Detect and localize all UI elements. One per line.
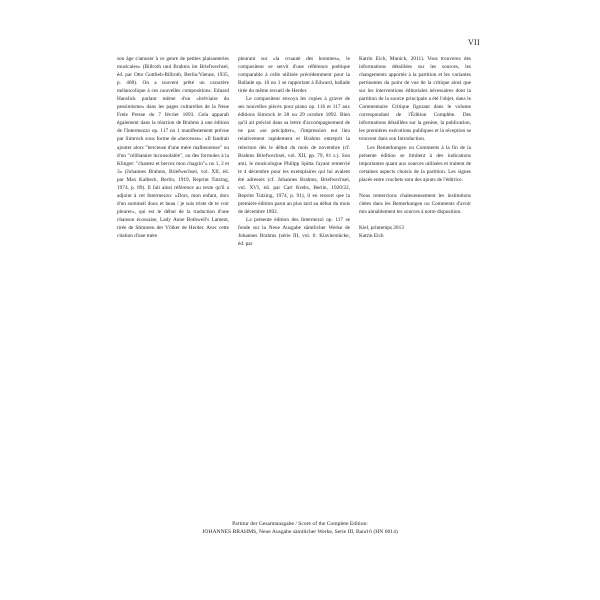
footer: [0, 520, 600, 536]
text-column-1: [117, 55, 229, 240]
footer-line-1: Partitur der Gesamtausgabe / Score of the Complete Edition:: [232, 521, 368, 527]
paragraph: Les Bemerkungen ou Comments à la fin de la présente édition se limitent à des indications importantes quant aux sources utilisées et traitent de certaines aspects choisis de la partition. Les signes placés entre crochets sont des ajouts de l'éditrice.: [359, 144, 471, 183]
paragraph: Katrin Eich, Munich, 2011). Vous trouverez des informations détaillées sur les sources, les changements apportés à la partition et les variantes pertinentes du point de vue de la critique ainsi que sur les interventions éditoriales nécessaires dont la partition de la source principale a été l'objet, dans le Commentaire Critique figurant dans le volume correspondant de l'Édition Complète. Des informations détaillées sur la genèse, la publication, les premières exécutions publiques et la réception se trouvent dans son Introduction.: [359, 56, 471, 143]
footer-line-2: JOHANNES BRAHMS, Neue Ausgabe sämtlicher Werke, Serie III, Band 6 (HN 6014): [202, 529, 398, 535]
text-column-3: [359, 55, 471, 240]
text-column-2: [238, 55, 350, 248]
paragraph: Nous remercions chaleureusement les institutions citées dans les Bemerkungen ou Comments d'avoir mis aimablement les sources à notre disposition.: [359, 192, 471, 215]
paragraph: Le compositeur envoya les copies à graver de ses nouvelles pièces pour piano op. 116 et 117 aux éditions Simrock le 28 ou 29 octobre 1892. Bien qu'il ait précisé dans sa lettre d'accompagnement de ne pas «se précipiter», l'impression eut lieu relativement rapidement et Brahms entreprit la relecture dès le début du mois de novembre (cf. Brahms Briefwechsel, vol. XII, pp. 79, 81 s.). Son ami, le musicologue Philipp Spitta l'ayant remercié le 4 décembre pour les exemplaires qui lui avaient été adressés (cf. Johannes Brahms, Briefwechsel, vol. XVI, éd. par Carl Krebs, Berlin, 1920/22, Reprint Tutzing, 1974, p. 91), il en ressort que la première édition parut au plus tard au début du mois de décembre 1892.: [238, 96, 350, 215]
paragraph: pleurant sur «la cruauté des hommes», le compositeur se servit d'une référence poétique comparable à celle utilisée précédemment pour la Ballade op. 10 no 1 se rapportant à Edward, ballade tirée du même recueil de Herder.: [238, 56, 350, 95]
paragraph: La présente édition des Intermezzi op. 117 se fonde sur la Neue Ausgabe sämtlicher Werke de Johannes Brahms (série III, vol. 6: Klavierstücke, éd. par: [238, 216, 350, 248]
paragraph: son âge s'amuser à ce genre de petites plaisanteries musicales» (Billroth und Brahms im Briefwechsel, éd. par Otto Gottlieb-Billroth, Berlin/Vienne, 1935, p. 468). On a souvent prêté un caractère mélancolique à ces nouvelles compositions. Eduard Hanslick parlant même d'un «bréviaire du pessimisme» dans les pages culturelles de la Neue Freie Presse du 7 février 1893. Cela apparaît également dans la réaction de Brahms à une édition de l'Intermezzo op. 117 no 1 manifestement prévue par Simrock sous forme de «berceuse»: «Il faudrait ajouter alors "berceuse d'une mère malheureuse" ou d'un "célibataire inconsolable", ou des formules à la Klinger: "chantez et bercez mon chagrin"» no 1, 2 et 3» (Johannes Brahms, Briefwechsel, vol. XII, éd. par Max Kalbeck, Berlin, 1919, Reprint Tutzing, 1974, p. 89). Il fait ainsi référence au texte qu'il a adjoint à cet Intermezzo: «Dors, mon enfant, dors d'un sommeil doux et beau / je suis triste de te voir pleurer», qui est le début de la traduction d'une chanson écossaise, Lady Anne Bothwell's Lament, tirée de Stimmen der Völker de Herder. Avec cette citation d'une mère: [117, 56, 229, 240]
signature-block: Kiel, printemps 2013 Katrin Eich: [359, 224, 404, 239]
page-number: VII: [467, 38, 480, 47]
